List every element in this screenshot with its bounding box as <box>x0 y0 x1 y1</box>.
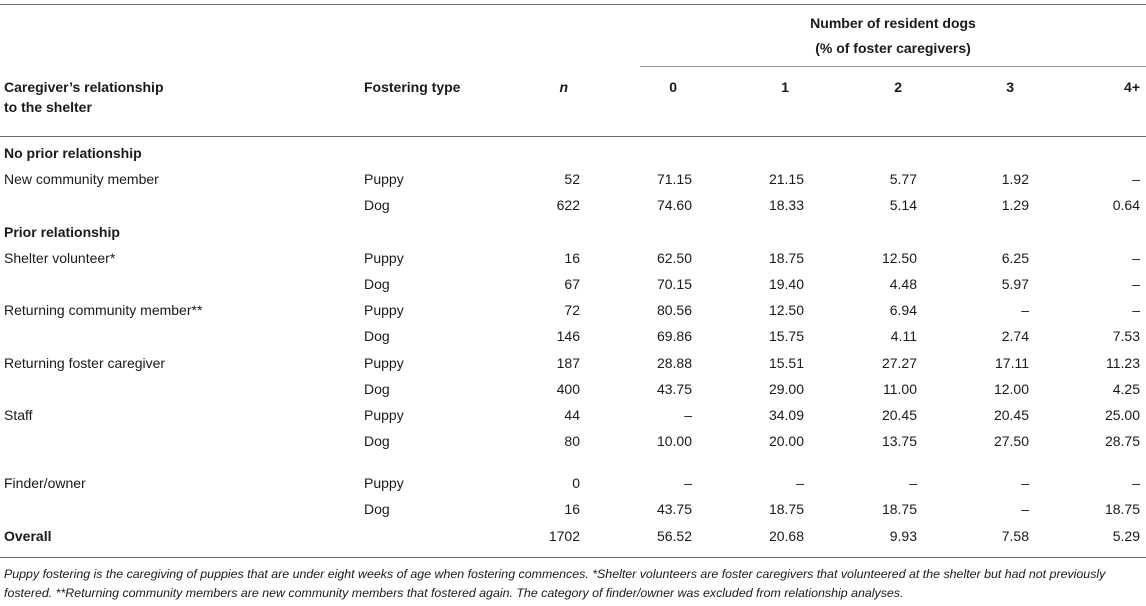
cell-col-3: – <box>1021 501 1029 517</box>
cell-n: 52 <box>564 171 580 187</box>
cell-col-4plus: 11.23 <box>1106 355 1140 371</box>
cell-col-0: 28.88 <box>656 355 692 371</box>
overall-label: Overall <box>4 528 52 544</box>
cell-col-4plus: 7.53 <box>1112 328 1140 344</box>
group-title-line2: (% of foster caregivers) <box>815 40 971 56</box>
cell-n: 72 <box>564 302 580 318</box>
cell-col-2: 12.50 <box>881 250 917 266</box>
cell-n: 44 <box>564 407 580 423</box>
cell-col-4plus: – <box>1132 171 1140 187</box>
cell-n: 67 <box>564 276 580 292</box>
cell-col-3: 6.25 <box>1001 250 1029 266</box>
row-fostering-type: Puppy <box>364 355 404 371</box>
col-header-4plus: 4+ <box>1124 79 1140 95</box>
cell-col-3: 1.29 <box>1001 197 1029 213</box>
cell-col-3: 12.00 <box>993 381 1029 397</box>
cell-col-3: 20.45 <box>993 407 1029 423</box>
overall-col-2: 9.93 <box>889 528 917 544</box>
cell-n: 146 <box>556 328 580 344</box>
col-header-0: 0 <box>669 79 677 95</box>
cell-col-1: 15.75 <box>768 328 804 344</box>
cell-n: 622 <box>556 197 580 213</box>
col-header-relationship-line2: to the shelter <box>4 99 92 115</box>
row-fostering-type: Puppy <box>364 407 404 423</box>
cell-col-2: 27.27 <box>881 355 917 371</box>
cell-col-3: 2.74 <box>1001 328 1029 344</box>
cell-col-4plus: 18.75 <box>1104 501 1140 517</box>
cell-n: 80 <box>564 433 580 449</box>
cell-col-3: – <box>1021 475 1029 491</box>
cell-col-0: 71.15 <box>656 171 692 187</box>
cell-col-2: 13.75 <box>881 433 917 449</box>
cell-col-3: 5.97 <box>1001 276 1029 292</box>
cell-col-1: 29.00 <box>768 381 804 397</box>
cell-col-0: 43.75 <box>656 501 692 517</box>
cell-col-2: 18.75 <box>881 501 917 517</box>
col-header-2: 2 <box>894 79 902 95</box>
row-fostering-type: Dog <box>364 328 390 344</box>
cell-col-4plus: – <box>1132 302 1140 318</box>
cell-col-2: 4.11 <box>890 328 917 344</box>
cell-col-0: – <box>684 407 692 423</box>
row-fostering-type: Dog <box>364 276 390 292</box>
row-fostering-type: Dog <box>364 433 390 449</box>
cell-col-4plus: 25.00 <box>1104 407 1140 423</box>
row-group-label: New community member <box>4 171 159 187</box>
bottom-rule <box>0 557 1146 558</box>
row-fostering-type: Dog <box>364 197 390 213</box>
cell-col-0: 62.50 <box>656 250 692 266</box>
cell-col-2: 11.00 <box>883 381 917 397</box>
cell-col-1: 12.50 <box>768 302 804 318</box>
table-footnote: Puppy fostering is the caregiving of puppies that are under eight weeks of age when fostering commences. *Shelter volunteers are foster caregivers that volunteered at the shelter but had not previously fostered. **Returning community members are new community members that fostered again. The category of finder/owner was excluded from relationship analyses. <box>4 567 1106 600</box>
row-fostering-type: Puppy <box>364 302 404 318</box>
cell-col-0: 69.86 <box>656 328 692 344</box>
col-header-1: 1 <box>781 79 789 95</box>
overall-col-1: 20.68 <box>768 528 804 544</box>
cell-col-2: 5.77 <box>889 171 917 187</box>
cell-n: 400 <box>556 381 580 397</box>
cell-col-3: 1.92 <box>1001 171 1029 187</box>
group-title-line1: Number of resident dogs <box>810 15 976 31</box>
cell-col-4plus: 0.64 <box>1112 197 1140 213</box>
cell-col-1: 18.75 <box>768 501 804 517</box>
cell-col-4plus: 28.75 <box>1104 433 1140 449</box>
cell-col-0: 80.56 <box>656 302 692 318</box>
cell-col-3: 27.50 <box>993 433 1029 449</box>
col-header-relationship-line1: Caregiver’s relationship <box>4 79 164 95</box>
cell-col-1: 18.33 <box>768 197 804 213</box>
cell-col-0: 10.00 <box>656 433 692 449</box>
cell-col-3: 17.11 <box>995 355 1029 371</box>
row-fostering-type: Dog <box>364 501 390 517</box>
cell-n: 0 <box>572 475 580 491</box>
cell-col-0: – <box>684 475 692 491</box>
row-group-label: Staff <box>4 407 33 423</box>
cell-col-2: 4.48 <box>889 276 917 292</box>
col-header-fostering-type: Fostering type <box>364 79 461 95</box>
header-bottom-rule <box>0 136 1146 137</box>
row-fostering-type: Puppy <box>364 475 404 491</box>
col-header-n: n <box>559 79 568 95</box>
cell-n: 16 <box>564 501 580 517</box>
overall-col-0: 56.52 <box>656 528 692 544</box>
cell-col-1: 19.40 <box>768 276 804 292</box>
row-group-label: Returning foster caregiver <box>4 355 166 371</box>
row-group-label: Returning community member** <box>4 302 203 318</box>
cell-col-1: 21.15 <box>768 171 804 187</box>
overall-col-3: 7.58 <box>1001 528 1029 544</box>
row-group-label: Finder/owner <box>4 475 86 491</box>
overall-n: 1702 <box>548 528 580 544</box>
cell-col-2: 20.45 <box>881 407 917 423</box>
cell-col-1: 20.00 <box>768 433 804 449</box>
cell-col-1: – <box>796 475 804 491</box>
cell-col-0: 74.60 <box>656 197 692 213</box>
cell-n: 187 <box>556 355 580 371</box>
cell-col-1: 34.09 <box>768 407 804 423</box>
group-header-rule <box>640 66 1146 67</box>
cell-col-2: – <box>909 475 917 491</box>
row-fostering-type: Dog <box>364 381 390 397</box>
section-prior-relationship: Prior relationship <box>4 224 120 240</box>
overall-col-4plus: 5.29 <box>1112 528 1140 544</box>
cell-col-4plus: – <box>1132 250 1140 266</box>
row-fostering-type: Puppy <box>364 171 404 187</box>
cell-n: 16 <box>564 250 580 266</box>
cell-col-2: 5.14 <box>889 197 917 213</box>
col-header-3: 3 <box>1006 79 1014 95</box>
cell-col-0: 70.15 <box>656 276 692 292</box>
cell-col-4plus: 4.25 <box>1112 381 1140 397</box>
cell-col-4plus: – <box>1132 475 1140 491</box>
top-rule <box>0 4 1146 5</box>
row-fostering-type: Puppy <box>364 250 404 266</box>
cell-col-1: 15.51 <box>768 355 804 371</box>
cell-col-4plus: – <box>1132 276 1140 292</box>
cell-col-2: 6.94 <box>889 302 917 318</box>
section-no-prior-relationship: No prior relationship <box>4 145 142 161</box>
cell-col-1: 18.75 <box>768 250 804 266</box>
cell-col-0: 43.75 <box>656 381 692 397</box>
row-group-label: Shelter volunteer* <box>4 250 116 266</box>
cell-col-3: – <box>1021 302 1029 318</box>
